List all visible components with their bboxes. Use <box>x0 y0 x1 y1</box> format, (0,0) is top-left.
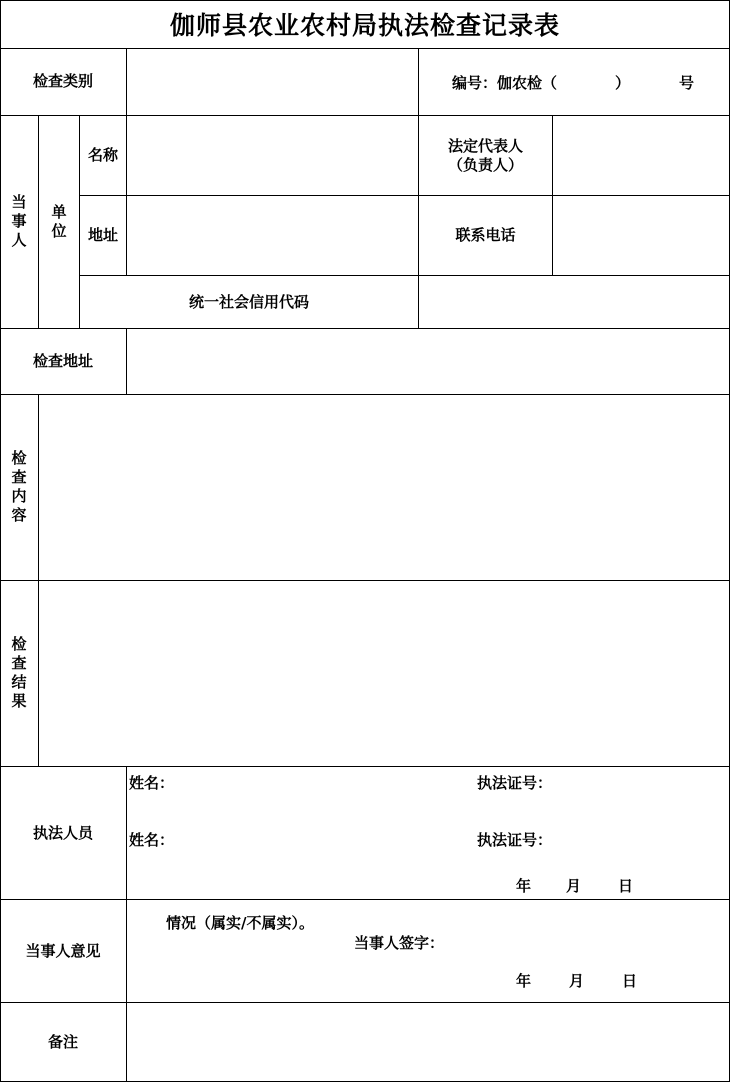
legal-representative-label-line1: 法定代表人 <box>447 136 523 155</box>
credit-code-label: 统一社会信用代码 <box>188 292 309 311</box>
record-number-mid: ） <box>615 74 631 92</box>
inspection-result-label: 检查结果 <box>11 635 27 710</box>
officer-1-name-label: 姓名： <box>129 774 175 792</box>
party-opinion-label: 当事人意见 <box>25 941 101 960</box>
record-number-suffix: 号 <box>679 74 695 92</box>
inspection-result-field[interactable] <box>39 581 729 766</box>
legal-representative-field[interactable] <box>553 116 729 195</box>
officers-label: 执法人员 <box>32 823 93 842</box>
inspection-content-label: 检查内容 <box>11 449 27 524</box>
legal-representative-label-line2: （负责人） <box>447 155 523 174</box>
officer-2-name-label: 姓名： <box>129 831 175 849</box>
opinion-date-month: 月 <box>569 972 585 990</box>
party-opinion-situation: 情况（属实/不属实）。 <box>166 914 314 932</box>
inspection-type-field[interactable] <box>127 49 418 115</box>
phone-field[interactable] <box>553 196 729 275</box>
rule <box>38 115 39 328</box>
unit-name-field[interactable] <box>127 116 418 195</box>
inspection-address-label: 检查地址 <box>32 352 93 370</box>
inspection-type-label: 检查类别 <box>32 72 93 90</box>
opinion-date-year: 年 <box>516 972 532 990</box>
legal-representative-label <box>419 116 552 195</box>
officer-2-cert-label: 执法证号： <box>477 831 553 849</box>
officers-date-year: 年 <box>516 877 532 895</box>
phone-label: 联系电话 <box>455 226 516 244</box>
unit-label: 单位 <box>51 203 67 240</box>
rule <box>418 48 419 115</box>
unit-address-field[interactable] <box>127 196 418 275</box>
unit-address-label: 地址 <box>87 226 118 244</box>
record-number-prefix: 编号：伽农检（ <box>452 74 558 92</box>
border-top <box>0 0 730 1</box>
officer-1-cert-label: 执法证号： <box>477 774 553 792</box>
officers-date-day: 日 <box>618 877 634 895</box>
credit-code-field[interactable] <box>419 276 729 328</box>
inspection-content-field[interactable] <box>39 395 729 580</box>
party-signature-label: 当事人签字： <box>354 934 445 952</box>
form-title: 伽师县农业农村局执法检查记录表 <box>169 11 560 40</box>
border-bottom <box>0 1081 730 1082</box>
opinion-date-day: 日 <box>622 972 638 990</box>
party-label: 当事人 <box>11 193 27 249</box>
remarks-label: 备注 <box>47 1032 78 1051</box>
inspection-address-field[interactable] <box>127 329 729 394</box>
remarks-field[interactable] <box>127 1003 729 1081</box>
unit-name-label: 名称 <box>87 146 118 164</box>
officers-date-month: 月 <box>566 877 582 895</box>
